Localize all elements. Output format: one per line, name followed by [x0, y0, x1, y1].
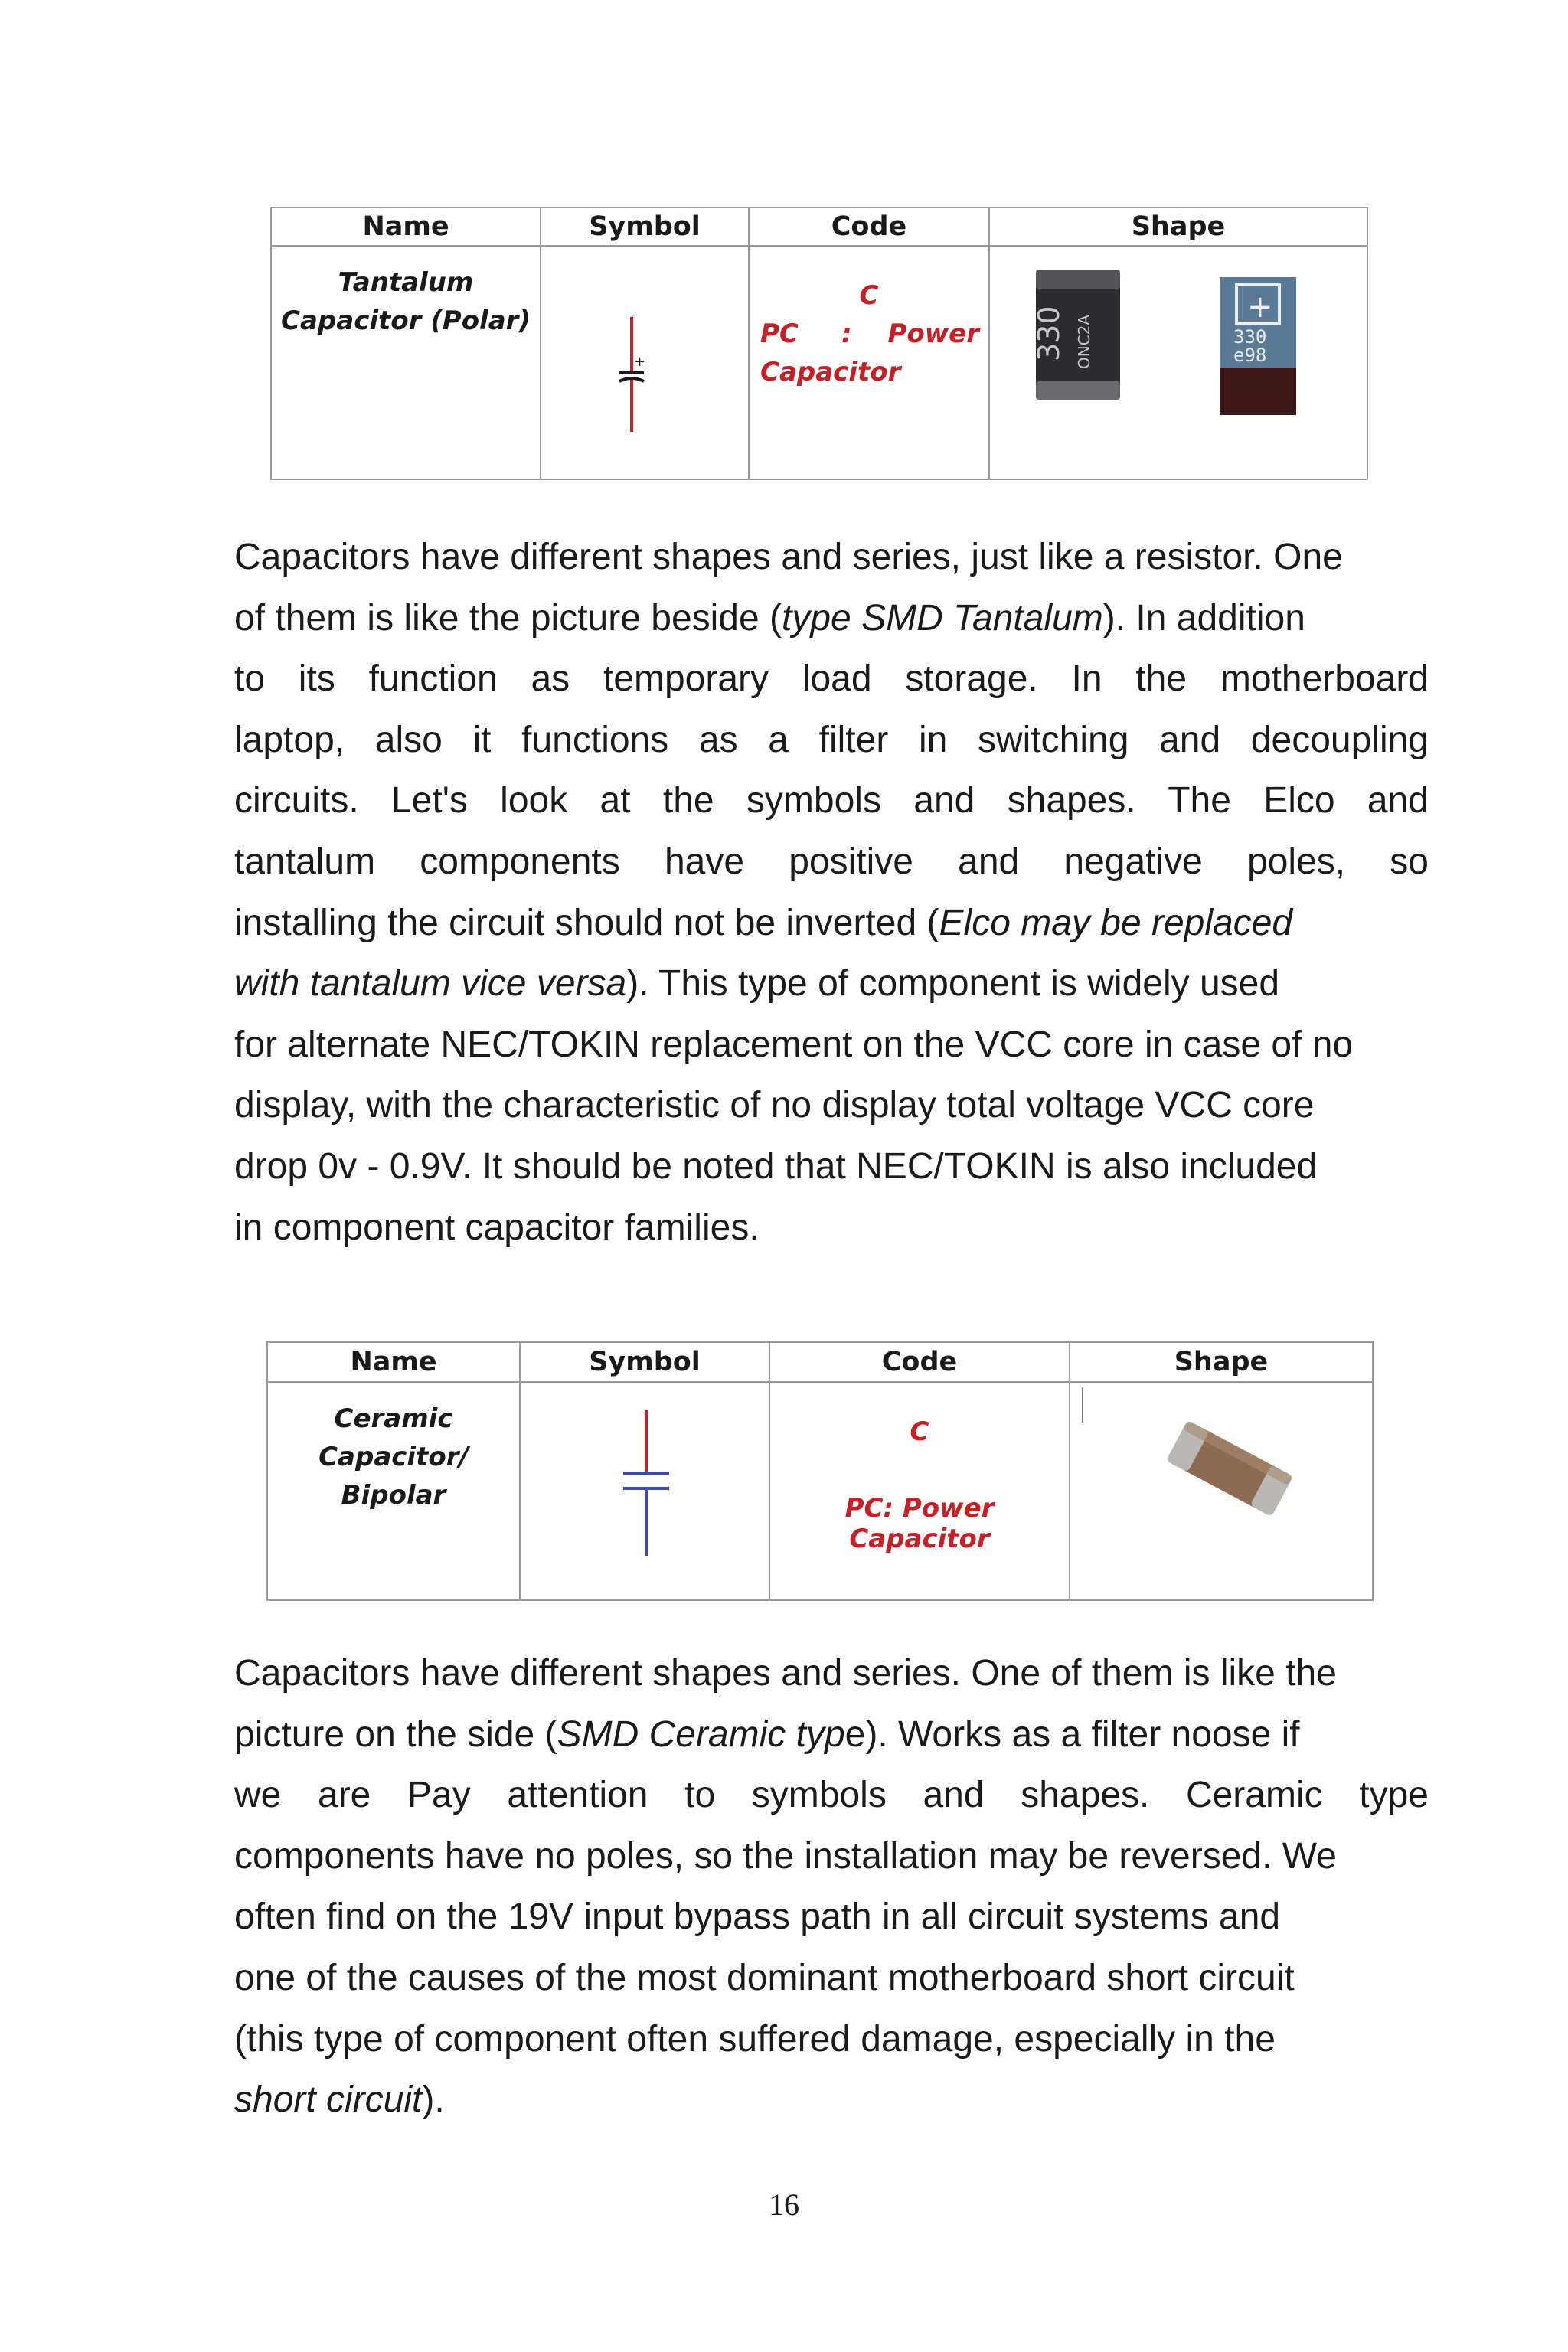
code-pc-label: PC	[760, 318, 799, 349]
italic-term: short circuit	[234, 2079, 423, 2121]
svg-text:+: +	[634, 354, 646, 370]
tantalum-description-paragraph	[234, 527, 1429, 1258]
code-letter: C	[910, 1416, 929, 1447]
polar-capacitor-symbol-icon	[541, 247, 748, 475]
svg-text:+: +	[1247, 289, 1273, 325]
component-name-cell	[271, 246, 541, 479]
svg-text:e98: e98	[1233, 345, 1267, 366]
italic-term: SMD Ceramic typ	[557, 1713, 845, 1755]
page-number: 16	[769, 2187, 799, 2222]
code-cell	[749, 246, 989, 479]
component-name-line: Bipolar	[341, 1480, 446, 1511]
text-line: (this type of component often suffered damage, especially in the	[234, 2018, 1276, 2060]
italic-term: Elco may be replaced	[939, 902, 1293, 943]
text-line: laptop, also it functions as a filter in switching and decoupling	[234, 719, 1429, 760]
header-symbol: Symbol	[520, 1342, 769, 1382]
text-line: for alternate NEC/TOKIN replacement on the VCC core in case of no	[234, 1024, 1354, 1065]
text-line: of them is like the picture beside (type SMD Tantalum). In addition	[234, 597, 1305, 639]
component-name-line: Capacitor/	[318, 1442, 469, 1472]
text-line: we are Pay attention to symbols and shapes. Ceramic type	[234, 1775, 1429, 1816]
code-pc: PC: Power Capacitor	[844, 1493, 995, 1554]
tantalum-capacitor-table	[270, 207, 1368, 480]
header-shape: Shape	[989, 207, 1367, 246]
ceramic-description-paragraph	[234, 1643, 1429, 2131]
bipolar-capacitor-symbol-icon	[521, 1383, 769, 1596]
component-name-line: Ceramic	[334, 1403, 453, 1434]
text-line: one of the causes of the most dominant motherboard short circuit	[234, 1957, 1295, 1998]
ceramic-chip-image-icon	[1070, 1383, 1372, 1596]
header-code: Code	[769, 1342, 1070, 1382]
header-symbol: Symbol	[541, 207, 749, 246]
text-line: with tantalum vice versa). This type of component is widely used	[234, 963, 1280, 1004]
italic-term: type SMD Tantalum	[782, 597, 1103, 639]
svg-text:ONC2A: ONC2A	[1075, 314, 1093, 369]
component-name-line: Capacitor (Polar)	[281, 305, 531, 336]
text-line: picture on the side (SMD Ceramic type). Works as a filter noose if	[234, 1713, 1300, 1755]
component-name-cell	[267, 1382, 520, 1600]
text-line: often find on the 19V input bypass path in all circuit systems and	[234, 1896, 1281, 1938]
symbol-cell	[520, 1382, 769, 1600]
svg-text:330: 330	[1233, 326, 1267, 348]
header-name: Name	[271, 207, 541, 246]
text-line: components have no poles, so the installation may be reversed. We	[234, 1835, 1337, 1877]
code-cell	[769, 1382, 1070, 1600]
ceramic-capacitor-table	[266, 1341, 1374, 1601]
italic-term: with tantalum vice versa	[234, 963, 627, 1004]
text-line: Capacitors have different shapes and series, just like a resistor. One	[234, 537, 1343, 577]
text-line: installing the circuit should not be inverted (Elco may be replaced	[234, 902, 1293, 943]
code-letter: C	[859, 280, 879, 311]
shape-cell	[1070, 1382, 1373, 1600]
text-line: drop 0v - 0.9V. It should be noted that NEC/TOKIN is also included	[234, 1145, 1318, 1187]
header-shape: Shape	[1070, 1342, 1373, 1382]
svg-text:330: 330	[1032, 305, 1066, 361]
code-colon: :	[841, 318, 852, 349]
code-power: Power	[887, 318, 979, 349]
text-line: display, with the characteristic of no display total voltage VCC core	[234, 1085, 1315, 1126]
text-line: in component capacitor families.	[234, 1207, 760, 1248]
text-line: Capacitors have different shapes and series. One of them is like the	[234, 1653, 1337, 1694]
text-line: tantalum components have positive and negative poles, so	[234, 841, 1429, 882]
text-line: circuits. Let's look at the symbols and shapes. The Elco and	[234, 780, 1429, 822]
symbol-cell	[541, 246, 749, 479]
component-name-line: Tantalum	[338, 267, 474, 298]
tantalum-chip-image-icon	[990, 247, 1367, 475]
header-code: Code	[749, 207, 989, 246]
header-name: Name	[267, 1342, 520, 1382]
text-line: to its function as temporary load storage. In the motherboard	[234, 658, 1429, 700]
text-line: short circuit).	[234, 2079, 445, 2121]
code-capacitor: Capacitor	[760, 357, 901, 387]
shape-cell	[989, 246, 1367, 479]
